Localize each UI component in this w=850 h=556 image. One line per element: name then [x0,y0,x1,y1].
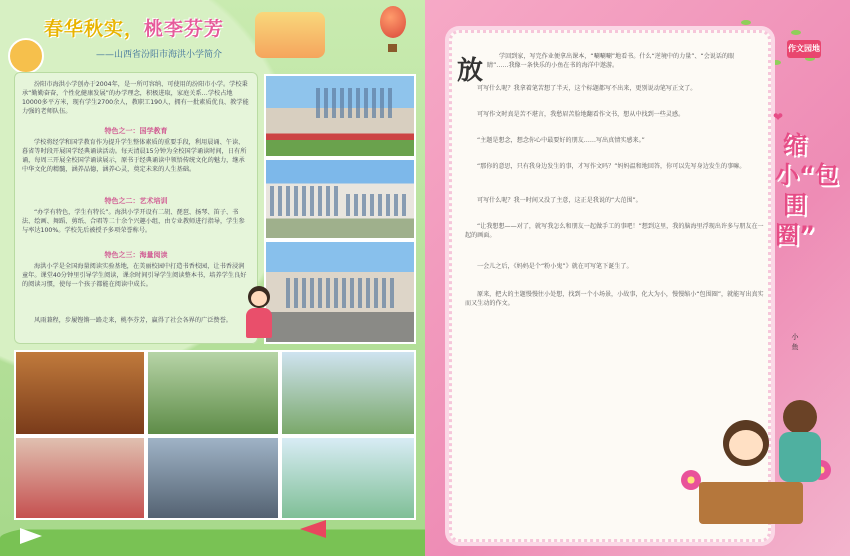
kids-badge-illustration [8,38,44,74]
hot-air-balloon-illustration [380,6,406,38]
children-group-illustration [255,12,325,58]
heart-icon: ❤ [773,110,784,124]
intro-paragraph: 汾阳市海洪小学创办于2004年，是一所可容纳、可使用的汾阳市小学。学校秉承“勤勤奋奋，个性化健康发展”的办学理念，积极进取，家庭关系…学校占地10000多平方米，现有学生2700余人，教职工190人，拥有一批素质优良、教学能力强的老师队伍。 [22,81,249,115]
closing-paragraph: 风雨兼程，步履铿锵一路走来，桃李芬芳，赢得了社会各界的广泛赞誉。 [34,317,232,324]
page-title [44,14,224,41]
students-activity-photo-1 [14,350,146,436]
article-paragraph-2: 可写什么呢？我拿着笔苦想了半天，这个标题都写不出来，更别说动笔写正文了。 [477,85,697,92]
section-text-1: 学校将经学和国学教育作为提升学生整体素质的重要手段，利用晨诵、午读、暮省等时段开展国学经典诵读活动。每天清晨15分钟为全校国学诵读时间，日有所诵，每周三开展全校国学诵读展示，原书于经典诵读中领悟传统文化的魅力，继承中华文化的精髓，涵养品德，涵养心灵，奠定未来的人生基础。 [22,139,247,173]
section-title-2: 特色之二：艺术培训 [104,197,168,205]
classroom-photo [146,436,280,520]
right-page [425,0,850,556]
balloon-basket [388,44,397,52]
drop-cap: 放 [457,56,484,86]
section-title-1: 特色之一：国学教育 [104,127,168,135]
article-paragraph-4: “主题是想念，想念你心中最要好的朋友……写出真情实感来。” [477,137,645,144]
article-title-vertical: 缩小“包围圈” [775,131,839,249]
reading-children-illustration [687,400,827,540]
paper-plane-icon [20,528,42,544]
article-paragraph-7: “让我想想——对了，就写我怎么和朋友一起做手工的事吧！”想到这里，我的脑海里浮现出许多与朋友在一起的画面。 [465,223,764,240]
girl-illustration [242,286,276,346]
section-text-2: “办学有特色，学生有特长”。海洪小学开设有二胡、琵琶、扬琴、笛子、书法、绘画、舞蹈、剪纸、合唱等二十余个兴趣小组，由专业教师进行指导，学生参与率达100%。学校先后被授予多项荣誉称号。 [22,209,245,234]
article-paragraph-3: 可写作文时真是苦不堪言，我愁眉苦脸地翻看作文书，想从中找到一些灵感。 [477,111,685,118]
page-subtitle: ——山西省汾阳市海洪小学简介 [96,50,223,60]
library-photo [280,436,416,520]
school-building-photo-3 [264,240,416,344]
red-paper-plane-icon [300,520,326,538]
section-text-3: 海洪小学是全国海量阅读实验基地，在美丽校园中打造书香校园，让书香浸润童年。课堂40分钟里引导学生阅读，课余时间引导学生阅读整本书，培养学生良好的阅读习惯，使每一个孩子都能在阅读中成长。 [22,263,247,288]
title-part1: 春华秋实， [44,18,145,40]
article-paragraph-5: “那你的意思，只有我身边发生的事，才写作文吗？”妈妈温和地回答，你可以先写身边发生的事嘛。 [477,163,746,170]
article-paragraph-9: 原来，把大的主题慢慢往小处想，找到一个小场景，小故事，化大为小，慢慢缩小“包围圈”，就能写出真实而又生动的作文。 [465,291,764,308]
article-paragraph-1: 学回到家，写完作业便拿出课本，“唰唰唰”地看书。什么“逆境中的力量”、“会说话的眼睛”……我像一条快乐的小鱼在书的海洋中遨游。 [487,53,735,70]
school-building-photo-1 [264,74,416,158]
school-building-photo-2 [264,158,416,240]
students-activity-photo-2 [146,350,280,436]
students-performance-photo [14,436,146,520]
section-title-3: 特色之三：海量阅读 [104,251,168,259]
article-paragraph-6: 可写什么呢？我一时间又没了主意，这正是我说的“大范围”。 [477,197,642,204]
campus-garden-photo [280,350,416,436]
column-tag: 作文园地 [787,40,821,58]
title-part2: 桃李芬芳 [144,18,225,40]
grass-wave-decoration [0,518,425,556]
article-author: 小 鱼 [791,333,799,351]
article-paragraph-8: 一会儿之后，《妈妈是个“粉小鬼”》就在可写笔下诞生了。 [477,263,633,270]
